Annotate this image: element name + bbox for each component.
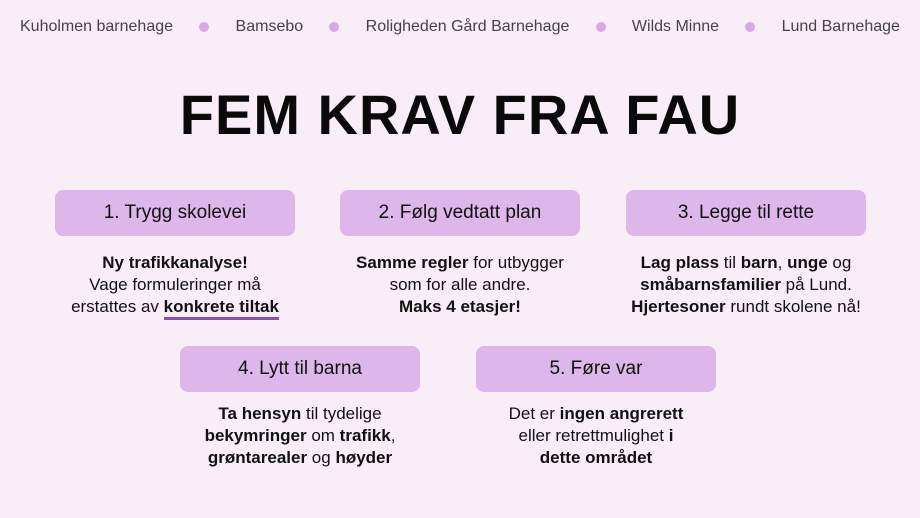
demand-5-line: [461, 403, 731, 425]
emphasis-text: småbarnsfamilier: [640, 275, 781, 294]
demand-2-tag: [340, 190, 580, 236]
demand-2-line: [325, 274, 595, 296]
bullet-dot-icon: [329, 22, 339, 32]
body-text: om: [306, 426, 340, 445]
bullet-dot-icon: [745, 22, 755, 32]
body-text: og: [307, 448, 336, 467]
demand-3-line: [600, 274, 892, 296]
kindergarten-name: Kuholmen barnehage: [20, 18, 174, 35]
demand-5-label: 5. Føre var: [549, 358, 643, 379]
body-text: og: [827, 253, 852, 272]
emphasis-text: dette området: [539, 448, 653, 467]
emphasis-text: Ta hensyn: [218, 404, 302, 423]
emphasis-text: Maks 4 etasjer!: [399, 297, 521, 316]
demand-4-line: [165, 425, 435, 447]
bullet-dot-icon: [199, 22, 209, 32]
demand-4-line: [165, 403, 435, 425]
body-text: Vage formuleringer må: [89, 275, 261, 294]
demand-3-line: [600, 296, 892, 318]
demand-1-line: [40, 252, 310, 274]
demand-4-tag: [180, 346, 420, 392]
body-text: erstattes av: [71, 297, 164, 316]
bullet-dot-icon: [596, 22, 606, 32]
demand-3-text: [600, 252, 892, 318]
body-text: til tydelige: [301, 404, 382, 423]
demand-5-line: [461, 447, 731, 469]
kindergarten-name: Lund Barnehage: [781, 18, 900, 35]
emphasis-text: høyder: [335, 448, 393, 467]
body-text: for utbygger: [468, 253, 564, 272]
body-text: eller retrettmulighet: [518, 426, 669, 445]
kindergarten-name: Roligheden Gård Barnehage: [365, 18, 570, 35]
demand-1-text: [40, 252, 310, 318]
emphasis-text: i: [668, 426, 674, 445]
emphasis-text: Hjertesoner: [631, 297, 726, 316]
demand-2-line: [325, 296, 595, 318]
page-title: FEM KRAV FRA FAU: [179, 83, 741, 146]
demand-4-label: 4. Lytt til barna: [238, 358, 362, 379]
demand-2-label: 2. Følg vedtatt plan: [378, 202, 542, 223]
demand-1-line: [40, 296, 310, 318]
demand-3-line: [600, 252, 892, 274]
body-text: Det er: [508, 404, 560, 423]
demand-4-text: [165, 403, 435, 469]
demand-4-line: [165, 447, 435, 469]
kindergarten-name: Wilds Minne: [631, 18, 720, 35]
demand-5-text: [461, 403, 731, 469]
emphasis-text: Samme regler: [356, 253, 469, 272]
body-text: til: [719, 253, 741, 272]
emphasis-text: trafikk: [339, 426, 391, 445]
emphasis-text: barn: [740, 253, 778, 272]
demand-2-line: [325, 252, 595, 274]
kindergarten-list: [20, 18, 900, 36]
demand-1-line: [40, 274, 310, 296]
demand-5-line: [461, 425, 731, 447]
demand-1-tag: [55, 190, 295, 236]
demand-3-tag: [626, 190, 866, 236]
body-text: som for alle andre.: [389, 275, 531, 294]
body-text: ,: [390, 426, 396, 445]
demand-2-text: [325, 252, 595, 318]
emphasis-text: Lag plass: [640, 253, 720, 272]
emphasis-text: grøntarealer: [207, 448, 308, 467]
emphasis-text: ingen angrerett: [559, 404, 684, 423]
demand-1-label: 1. Trygg skolevei: [103, 202, 247, 223]
body-text: ,: [777, 253, 788, 272]
demand-5-tag: [476, 346, 716, 392]
emphasis-text: unge: [787, 253, 828, 272]
demand-3-label: 3. Legge til rette: [677, 202, 815, 223]
kindergarten-name: Bamsebo: [235, 18, 304, 35]
body-text: rundt skolene nå!: [725, 297, 861, 316]
emphasis-text: bekymringer: [204, 426, 307, 445]
emphasis-text: konkrete tiltak: [164, 297, 279, 320]
emphasis-text: Ny trafikkanalyse!: [102, 253, 248, 272]
body-text: på Lund.: [780, 275, 852, 294]
